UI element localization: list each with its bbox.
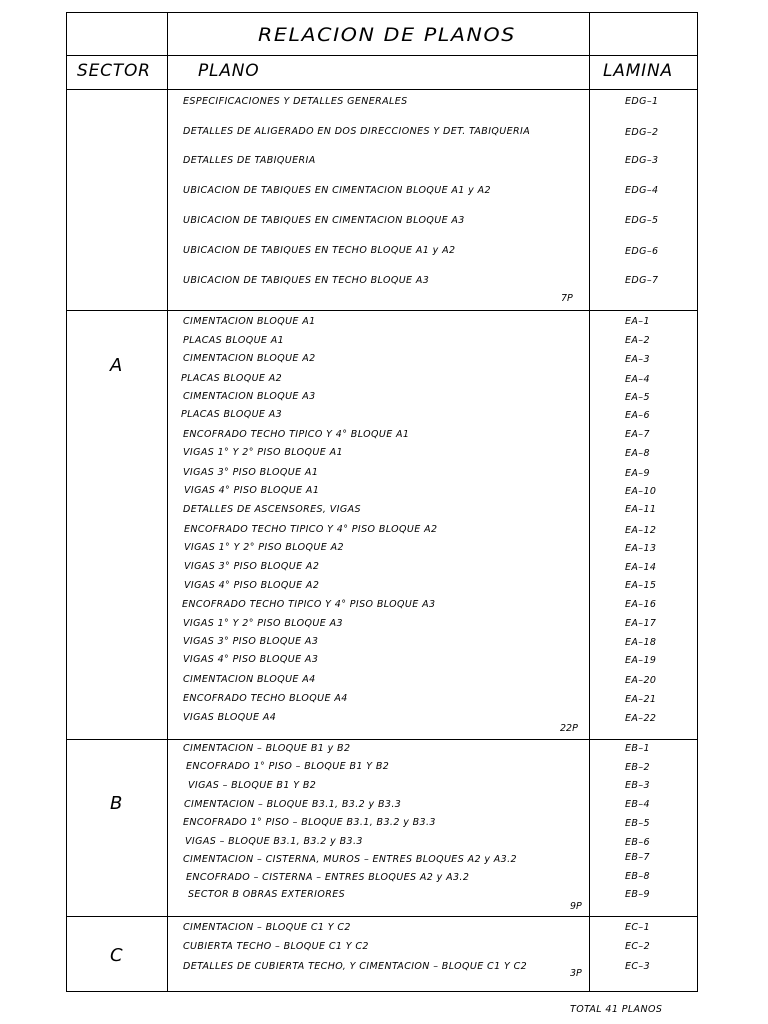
lamina-code: EA–16 <box>625 599 657 610</box>
title-separator <box>66 55 698 56</box>
lamina-code: EA–18 <box>625 637 657 648</box>
plano-name: CIMENTACION BLOQUE A3 <box>183 391 316 402</box>
plano-name: SECTOR B OBRAS EXTERIORES <box>188 889 346 900</box>
plano-name: UBICACION DE TABIQUES EN CIMENTACION BLOQUE A3 <box>183 215 465 226</box>
plano-name: CIMENTACION – BLOQUE C1 Y C2 <box>183 922 351 933</box>
plano-name: VIGAS 3° PISO BLOQUE A3 <box>183 636 319 647</box>
plano-name: CIMENTACION BLOQUE A2 <box>183 353 316 364</box>
lamina-code: EB–3 <box>625 780 650 791</box>
lamina-code: EB–2 <box>625 762 650 773</box>
lamina-code: EA–2 <box>625 335 650 346</box>
lamina-code: EA–4 <box>625 374 650 385</box>
plano-name: VIGAS 4° PISO BLOQUE A3 <box>183 654 319 665</box>
plano-name: ENCOFRADO – CISTERNA – ENTRES BLOQUES A2 y A3.2 <box>186 872 470 883</box>
total-count: TOTAL 41 PLANOS <box>570 1004 663 1015</box>
plano-name: VIGAS 4° PISO BLOQUE A2 <box>184 580 320 591</box>
plano-name: VIGAS 3° PISO BLOQUE A2 <box>184 561 320 572</box>
plano-name: VIGAS 1° Y 2° PISO BLOQUE A2 <box>184 542 344 553</box>
lamina-code: EB–8 <box>625 871 650 882</box>
lamina-code: EA–13 <box>625 543 657 554</box>
lamina-code: EB–1 <box>625 743 650 754</box>
plano-name: ENCOFRADO TECHO BLOQUE A4 <box>183 693 348 704</box>
table-bottom-border <box>66 991 698 992</box>
plano-name: PLACAS BLOQUE A1 <box>183 335 285 346</box>
group-count: 9P <box>570 901 582 912</box>
lamina-code: EA–12 <box>625 525 657 536</box>
plano-name: ESPECIFICACIONES Y DETALLES GENERALES <box>183 96 408 107</box>
group-count: 7P <box>561 293 573 304</box>
plano-name: VIGAS 4° PISO BLOQUE A1 <box>184 485 320 496</box>
lamina-code: EDG–4 <box>625 185 659 196</box>
lamina-code: EA–11 <box>625 504 657 515</box>
lamina-code: EDG–1 <box>625 96 659 107</box>
plano-name: ENCOFRADO TECHO TIPICO Y 4° PISO BLOQUE A3 <box>182 599 436 610</box>
lamina-code: EB–7 <box>625 852 650 863</box>
plano-name: UBICACION DE TABIQUES EN TECHO BLOQUE A1 y A2 <box>183 245 456 256</box>
header-sector: SECTOR <box>77 61 151 81</box>
lamina-code: EA–10 <box>625 486 657 497</box>
plano-name: UBICACION DE TABIQUES EN TECHO BLOQUE A3 <box>183 275 430 286</box>
group-separator-b <box>66 739 698 740</box>
plano-name: ENCOFRADO 1° PISO – BLOQUE B1 Y B2 <box>186 761 390 772</box>
plano-name: CUBIERTA TECHO – BLOQUE C1 Y C2 <box>183 941 369 952</box>
plano-name: CIMENTACION – CISTERNA, MUROS – ENTRES BLOQUES A2 y A3.2 <box>183 854 517 865</box>
header-lamina: LAMINA <box>603 61 673 81</box>
plano-name: VIGAS 1° Y 2° PISO BLOQUE A1 <box>183 447 343 458</box>
sector-label: A <box>110 355 123 376</box>
group-separator-a <box>66 310 698 311</box>
plano-name: DETALLES DE ALIGERADO EN DOS DIRECCIONES Y DET. TABIQUERIA <box>183 126 531 137</box>
lamina-code: EC–2 <box>625 941 651 952</box>
lamina-code: EC–3 <box>625 961 651 972</box>
group-count: 3P <box>570 968 582 979</box>
group-separator-c <box>66 916 698 917</box>
lamina-code: EA–19 <box>625 655 657 666</box>
plano-name: ENCOFRADO 1° PISO – BLOQUE B3.1, B3.2 y B3.3 <box>183 817 436 828</box>
plano-name: PLACAS BLOQUE A3 <box>181 409 283 420</box>
lamina-code: EB–5 <box>625 818 650 829</box>
lamina-code: EA–3 <box>625 354 650 365</box>
plano-name: CIMENTACION – BLOQUE B3.1, B3.2 y B3.3 <box>184 799 402 810</box>
plano-name: VIGAS 3° PISO BLOQUE A1 <box>183 467 319 478</box>
lamina-code: EB–6 <box>625 837 650 848</box>
header-plano: PLANO <box>198 61 260 81</box>
plano-name: DETALLES DE TABIQUERIA <box>183 155 316 166</box>
lamina-code: EDG–7 <box>625 275 659 286</box>
plano-name: CIMENTACION BLOQUE A4 <box>183 674 316 685</box>
lamina-code: EC–1 <box>625 922 651 933</box>
lamina-code: EA–1 <box>625 316 650 327</box>
sector-label: C <box>110 945 123 966</box>
table-right-border <box>697 12 698 992</box>
lamina-code: EB–4 <box>625 799 650 810</box>
lamina-code: EA–22 <box>625 713 657 724</box>
lamina-code: EDG–3 <box>625 155 659 166</box>
plano-name: VIGAS BLOQUE A4 <box>183 712 277 723</box>
plano-name: CIMENTACION – BLOQUE B1 y B2 <box>183 743 351 754</box>
plano-name: VIGAS 1° Y 2° PISO BLOQUE A3 <box>183 618 343 629</box>
sector-plano-divider <box>167 12 168 992</box>
lamina-code: EA–6 <box>625 410 650 421</box>
plano-name: VIGAS – BLOQUE B3.1, B3.2 y B3.3 <box>185 836 363 847</box>
lamina-code: EA–15 <box>625 580 657 591</box>
plano-name: ENCOFRADO TECHO TIPICO Y 4° PISO BLOQUE A2 <box>184 524 438 535</box>
plano-name: PLACAS BLOQUE A2 <box>181 373 283 384</box>
lamina-code: EA–9 <box>625 468 650 479</box>
plano-name: CIMENTACION BLOQUE A1 <box>183 316 316 327</box>
lamina-code: EA–17 <box>625 618 657 629</box>
lamina-code: EDG–6 <box>625 246 659 257</box>
lamina-code: EA–7 <box>625 429 650 440</box>
header-separator <box>66 89 698 90</box>
plano-lamina-divider <box>589 12 590 992</box>
lamina-code: EA–5 <box>625 392 650 403</box>
plano-name: DETALLES DE CUBIERTA TECHO, Y CIMENTACION – BLOQUE C1 Y C2 <box>183 961 528 972</box>
plano-name: ENCOFRADO TECHO TIPICO Y 4° BLOQUE A1 <box>183 429 410 440</box>
lamina-code: EA–20 <box>625 675 657 686</box>
plano-name: DETALLES DE ASCENSORES, VIGAS <box>183 504 361 515</box>
lamina-code: EDG–2 <box>625 127 659 138</box>
lamina-code: EA–8 <box>625 448 650 459</box>
lamina-code: EA–21 <box>625 694 657 705</box>
lamina-code: EDG–5 <box>625 215 659 226</box>
table-top-border <box>66 12 698 13</box>
sector-label: B <box>110 793 123 814</box>
plano-name: UBICACION DE TABIQUES EN CIMENTACION BLOQUE A1 y A2 <box>183 185 491 196</box>
page-title: RELACION DE PLANOS <box>258 24 516 46</box>
group-count: 22P <box>560 723 578 734</box>
lamina-code: EB–9 <box>625 889 650 900</box>
table-left-border <box>66 12 67 992</box>
plano-name: VIGAS – BLOQUE B1 Y B2 <box>188 780 317 791</box>
lamina-code: EA–14 <box>625 562 657 573</box>
